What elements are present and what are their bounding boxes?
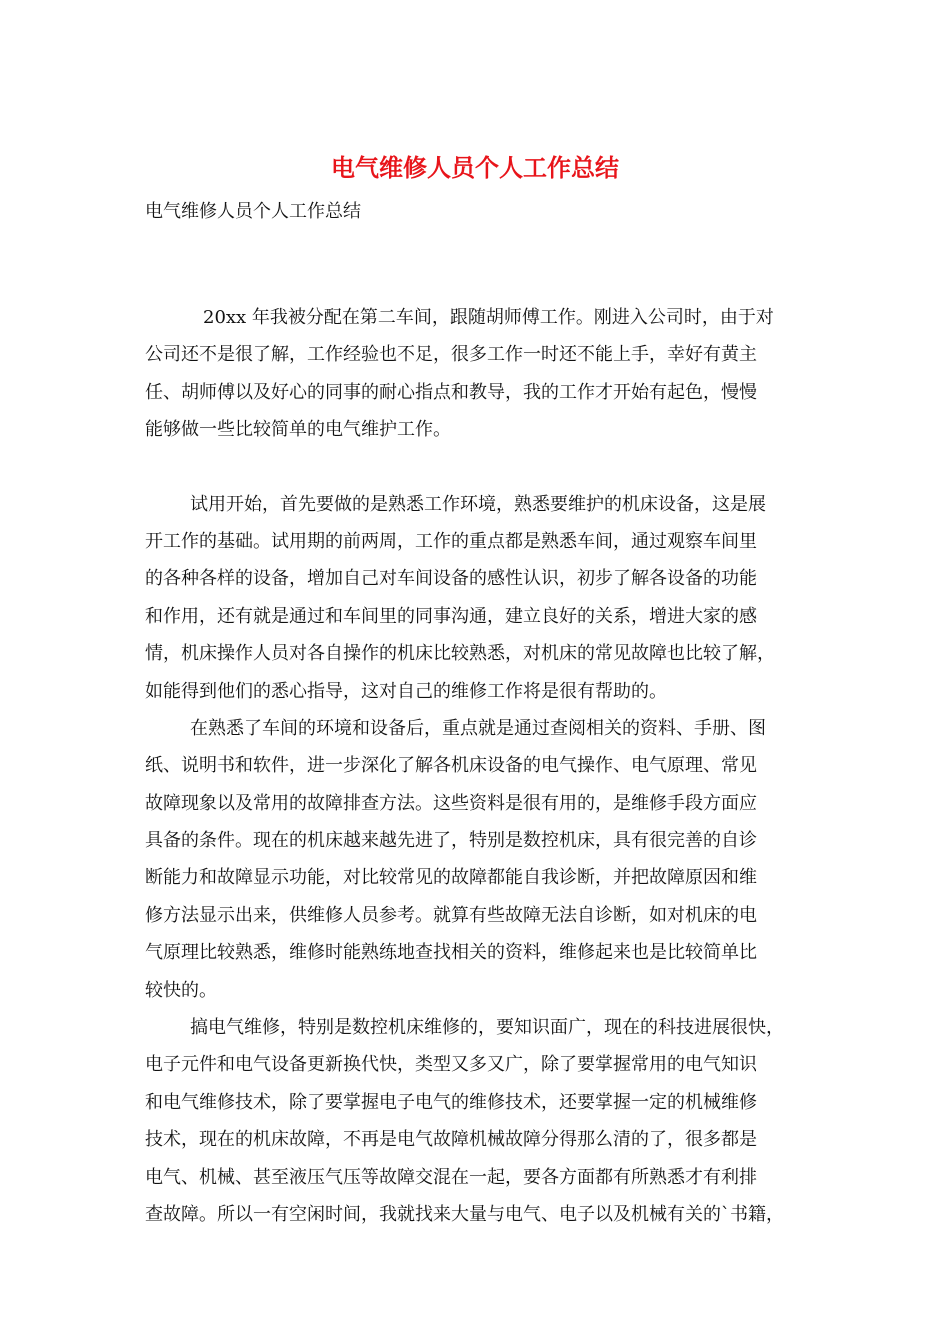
- paragraph-line: 电子元件和电气设备更新换代快，类型又多又广，除了要掌握常用的电气知识: [145, 1054, 757, 1076]
- paragraph-line: 故障现象以及常用的故障排查方法。这些资料是很有用的，是维修手段方面应: [145, 792, 757, 814]
- paragraph-line: 技术，现在的机床故障，不再是电气故障机械故障分得那么清的了，很多都是: [145, 1129, 757, 1151]
- paragraph-line: 气原理比较熟悉，维修时能熟练地查找相关的资料，维修起来也是比较简单比: [145, 942, 757, 964]
- paragraph-line: 20xx 年我被分配在第二车间，跟随胡师傅工作。刚进入公司时，由于对: [203, 307, 774, 328]
- paragraph-line: 情，机床操作人员对各自操作的机床比较熟悉，对机床的常见故障也比较了解，: [145, 643, 775, 665]
- paragraph-line: 能够做一些比较简单的电气维护工作。: [145, 419, 451, 441]
- paragraph-3: [145, 710, 835, 1009]
- paragraph-line: 搞电气维修，特别是数控机床维修的，要知识面广，现在的科技进展很快，: [190, 1017, 784, 1039]
- paragraph-line: 修方法显示出来，供维修人员参考。就算有些故障无法自诊断，如对机床的电: [145, 904, 757, 926]
- paragraph-line: 如能得到他们的悉心指导，这对自己的维修工作将是很有帮助的。: [145, 680, 667, 702]
- paragraph-line: 公司还不是很了解，工作经验也不足，很多工作一时还不能上手，幸好有黄主: [145, 344, 757, 366]
- paragraph-4: [145, 1009, 835, 1233]
- paragraph-line: 在熟悉了车间的环境和设备后，重点就是通过查阅相关的资料、手册、图: [190, 717, 766, 739]
- paragraph-line: 查故障。所以一有空闲时间，我就找来大量与电气、电子以及机械有关的`书籍，: [145, 1203, 784, 1225]
- paragraph-line: 试用开始，首先要做的是熟悉工作环境，熟悉要维护的机床设备，这是展: [190, 493, 766, 515]
- paragraph-line: 和电气维修技术，除了要掌握电子电气的维修技术，还要掌握一定的机械维修: [145, 1091, 757, 1113]
- paragraph-line: 断能力和故障显示功能，对比较常见的故障都能自我诊断，并把故障原因和维: [145, 867, 757, 889]
- paragraph-line: 具备的条件。现在的机床越来越先进了，特别是数控机床，具有很完善的自诊: [145, 830, 757, 852]
- paragraph-gap: [145, 449, 835, 486]
- paragraph-line: 纸、说明书和软件，进一步深化了解各机床设备的电气操作、电气原理、常见: [145, 755, 757, 777]
- paragraph-2: [145, 486, 835, 710]
- document-body: [145, 299, 835, 1233]
- paragraph-line: 开工作的基础。试用期的前两周，工作的重点都是熟悉车间，通过观察车间里: [145, 530, 757, 552]
- paragraph-1: [145, 299, 835, 449]
- paragraph-line: 任、胡师傅以及好心的同事的耐心指点和教导，我的工作才开始有起色，慢慢: [145, 381, 757, 403]
- document-title: 电气维修人员个人工作总结: [331, 153, 619, 182]
- paragraph-line: 电气、机械、甚至液压气压等故障交混在一起，要各方面都有所熟悉才有利排: [145, 1166, 757, 1188]
- paragraph-line: 和作用，还有就是通过和车间里的同事沟通，建立良好的关系，增进大家的感: [145, 605, 757, 627]
- document-subtitle: 电气维修人员个人工作总结: [145, 201, 361, 222]
- paragraph-line: 较快的。: [145, 979, 217, 1001]
- paragraph-line: 的各种各样的设备，增加自己对车间设备的感性认识，初步了解各设备的功能: [145, 568, 757, 590]
